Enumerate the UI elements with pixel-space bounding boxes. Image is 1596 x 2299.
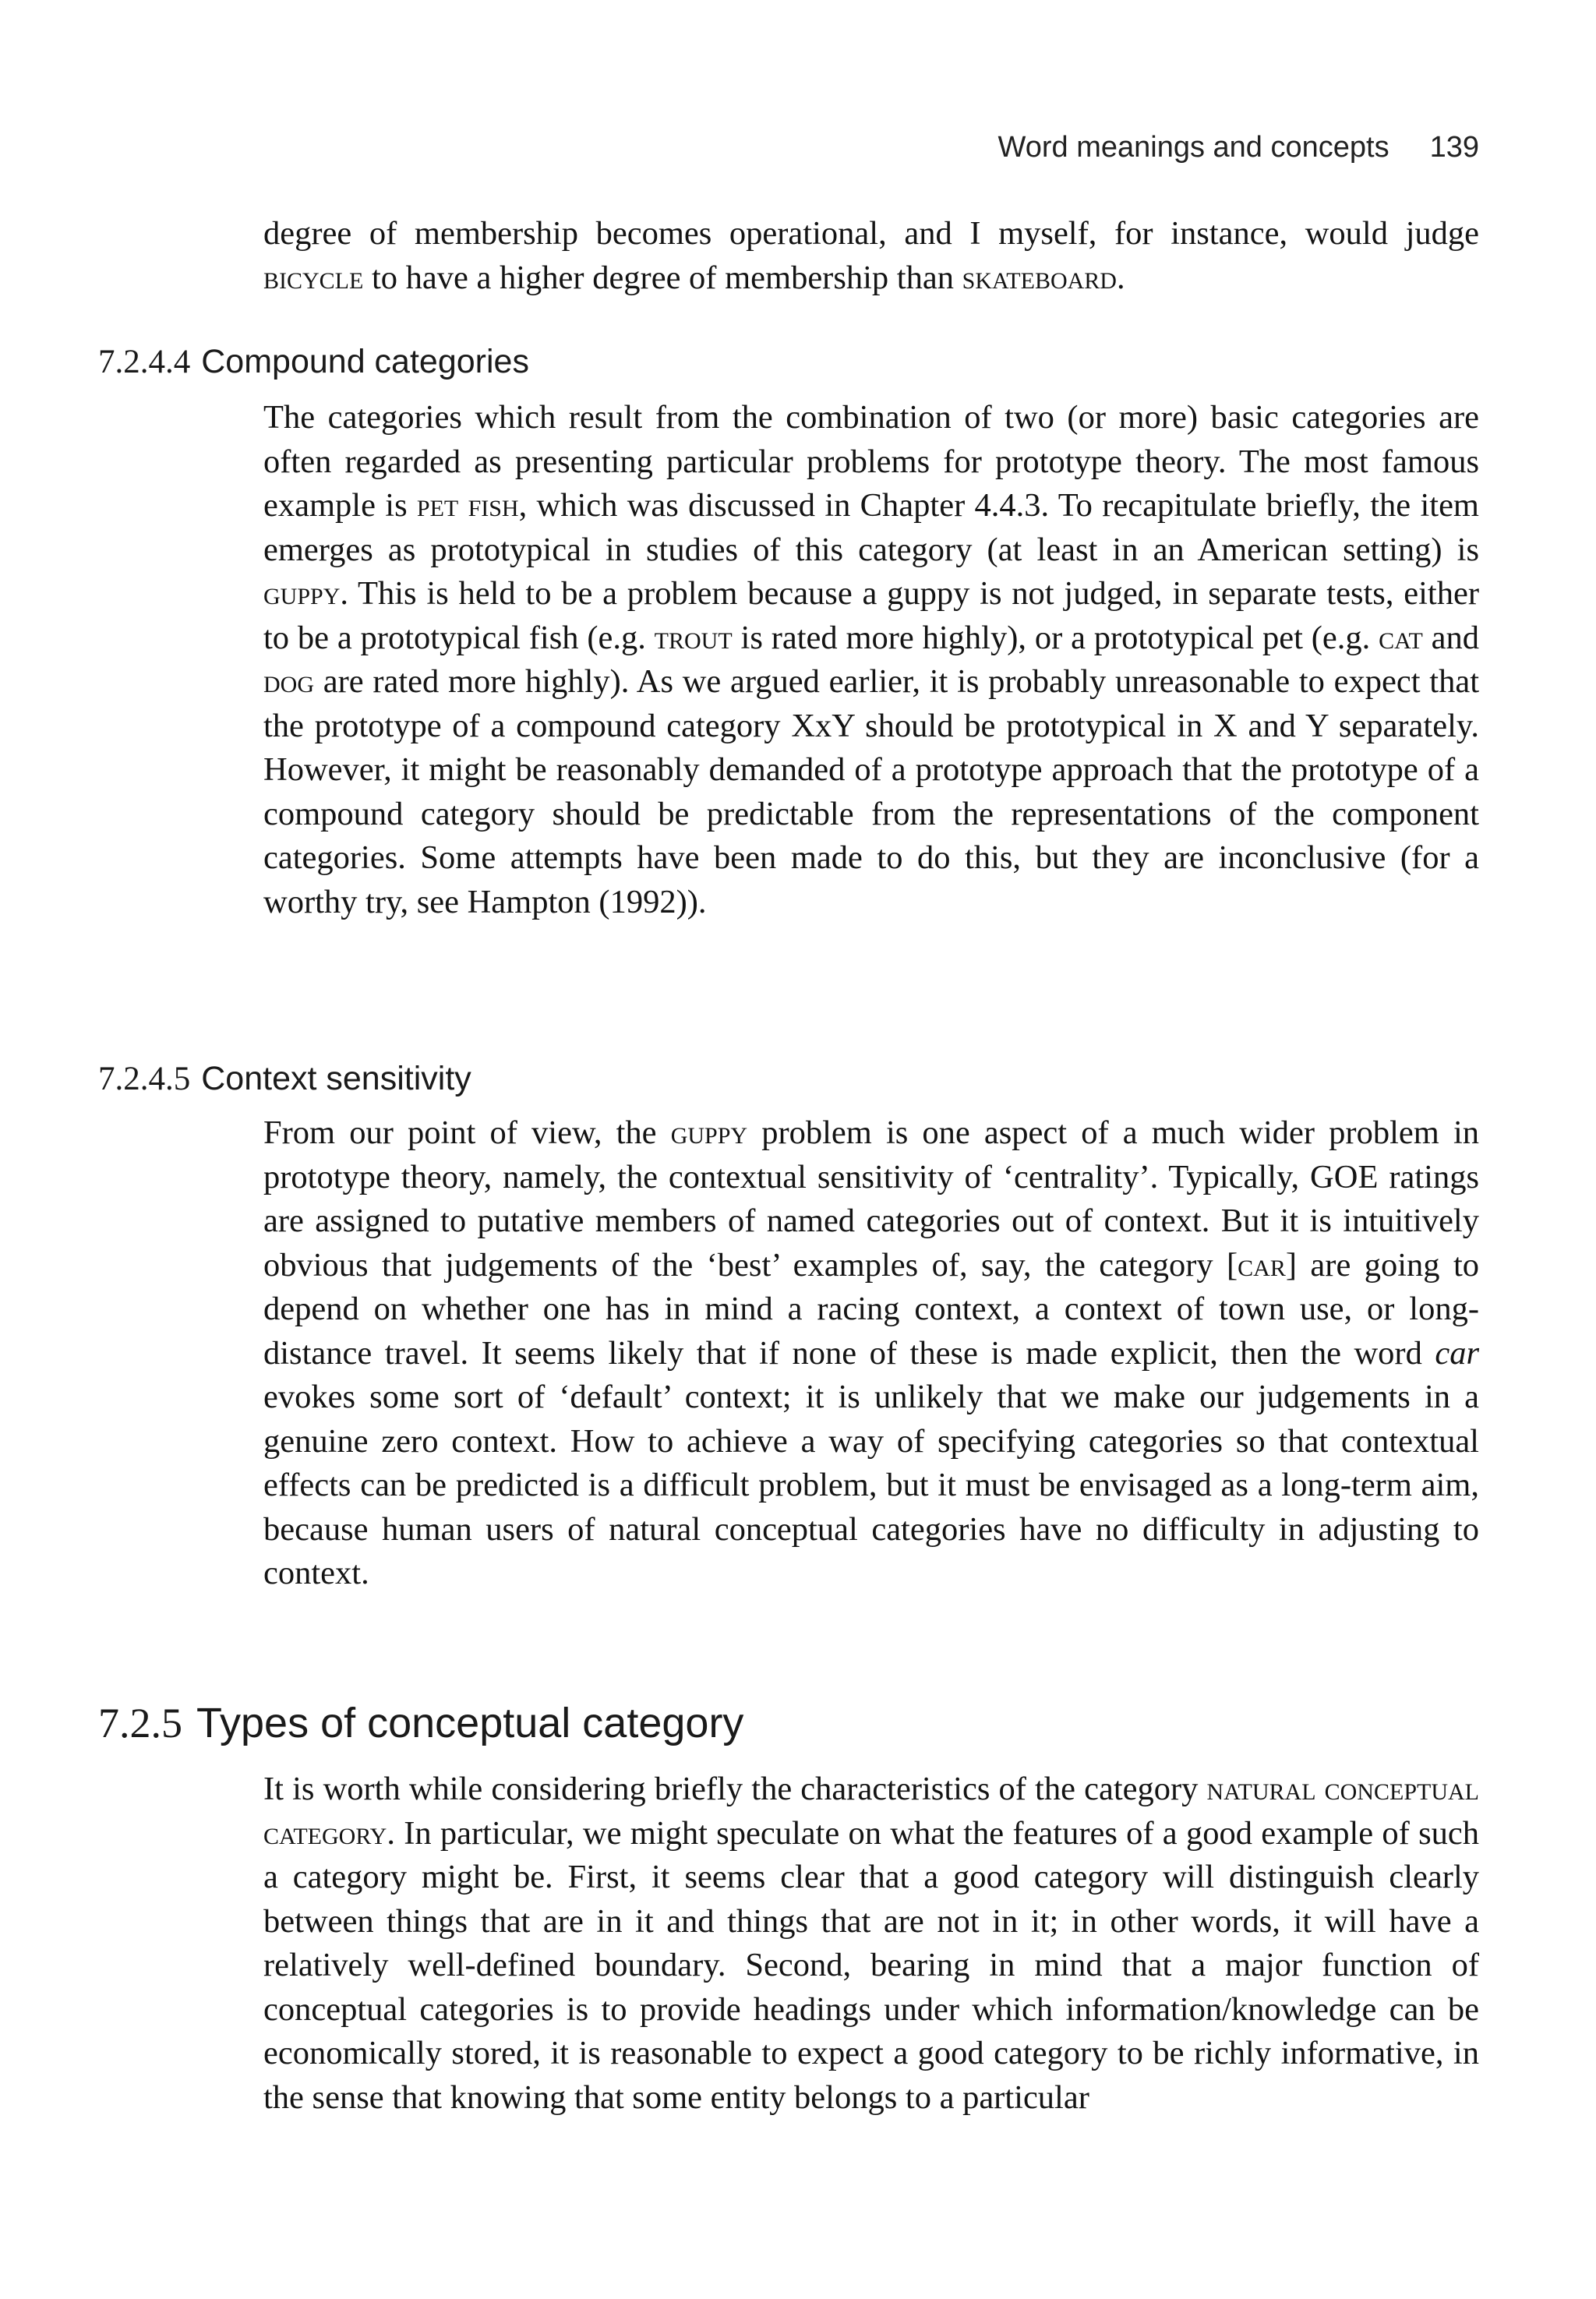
continuation-paragraph-block — [263, 212, 1479, 300]
section-title: Context sensitivity — [201, 1060, 471, 1097]
paragraph-compound-categories: The categories which result from the combination of two (or more) basic categories are often regarded as presenting particular problems for prototype theory. The most famous example is pet fish, which was discussed in Chapter 4.4.3. To recapitulate briefly, the item emerges as prototypical in studies of this category (at least in an American setting) is guppy. This is held to be a problem because a guppy is not judged, in separate tests, either to be a prototypical fish (e.g. trout is rated more highly), or a prototypical pet (e.g. cat and dog are rated more highly). As we argued earlier, it is probably unreasonable to expect that the prototype of a compound category XxY should be prototypical in X and Y separately. However, it might be reasonably demanded of a prototype approach that the prototype of a compound category should be predictable from the representations of the component categories. Some attempts have been made to do this, but they are inconclusive (for a worthy try, see Hampton (1992)). — [263, 399, 1479, 920]
section-heading-7-2-5 — [98, 1699, 743, 1747]
running-title: Word meanings and concepts — [998, 131, 1389, 164]
section-body-7-2-4-5 — [263, 1111, 1479, 1596]
section-heading-7-2-4-5 — [98, 1060, 471, 1098]
paragraph-types-of-conceptual-category: It is worth while considering briefly the characteristics of the category natural conceptual category. In particular, we might speculate on what the features of a good example of such a category might be. First, it seems clear that a good category will distinguish clearly between things that are in it and things that are not in it; in other words, it will have a relatively well-defined boundary. Second, bearing in mind that a major function of conceptual categories is to provide headings under which information/knowledge can be economically stored, it is reasonable to expect a good category to be richly informative, in the sense that knowing that some entity belongs to a particular — [263, 1771, 1480, 2116]
section-title: Compound categories — [201, 343, 529, 380]
section-number: 7.2.4.4 — [98, 344, 191, 380]
paragraph-context-sensitivity: From our point of view, the guppy problem is one aspect of a much wider problem in prototype theory, namely, the contextual sensitivity of ‘centrality’. Typically, GOE ratings are assigned to putative members of named categories out of context. But it is intuitively obvious that judgements of the ‘best’ examples of, say, the category [car] are going to depend on whether one has in mind a racing context, a context of town use, or long-distance travel. It seems likely that if none of these is made explicit, then the word car evokes some sort of ‘default’ context; it is unlikely that we make our judgements in a genuine zero context. How to achieve a way of specifying categories so that contextual effects can be predicted is a difficult problem, but it must be envisaged as a long-term aim, because human users of natural conceptual categories have no difficulty in adjusting to context. — [263, 1114, 1479, 1591]
continuation-paragraph: degree of membership becomes operational, and I myself, for instance, would judge bicycle to have a higher degree of membership than skateboard. — [263, 215, 1479, 296]
section-number: 7.2.5 — [98, 1700, 182, 1746]
section-number: 7.2.4.5 — [98, 1061, 191, 1097]
section-title: Types of conceptual category — [196, 1700, 744, 1746]
section-heading-7-2-4-4 — [98, 343, 529, 381]
section-body-7-2-4-4 — [263, 396, 1479, 924]
running-head — [998, 131, 1479, 164]
page-number: 139 — [1429, 131, 1479, 164]
section-body-7-2-5 — [263, 1768, 1479, 2120]
